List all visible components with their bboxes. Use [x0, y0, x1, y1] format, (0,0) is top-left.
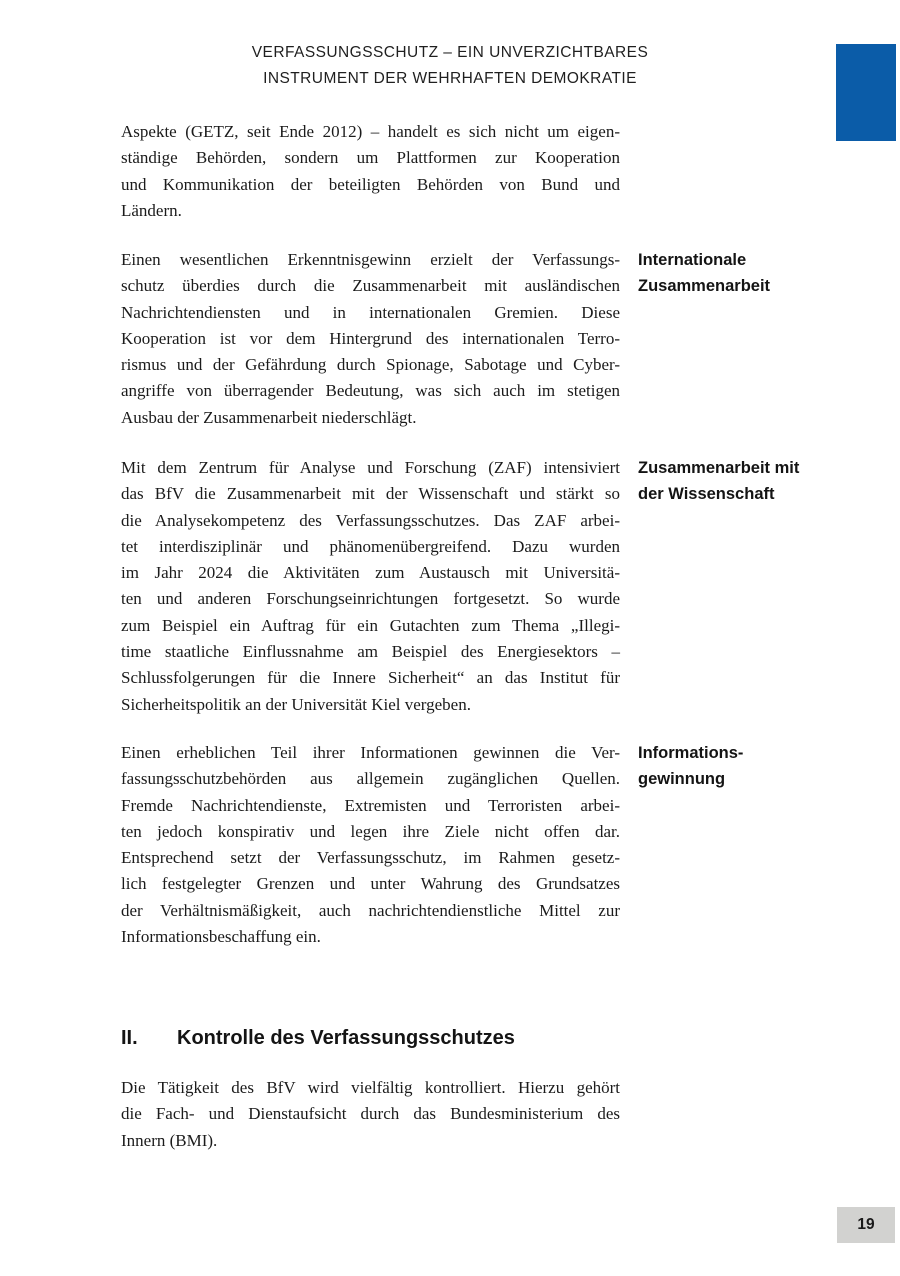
margin-note-line: gewinnung	[638, 770, 726, 789]
page-number-badge: 19	[837, 1207, 895, 1243]
text-line: Entsprechend setzt der Verfassungsschutz, im Rahmen gesetz-	[121, 848, 620, 868]
text-line: ten und anderen Forschungseinrichtungen fortgesetzt. So wurde	[121, 589, 620, 609]
text-line: die Fach- und Dienstaufsicht durch das Bundesministerium des	[121, 1104, 620, 1124]
section-heading-number: II.	[121, 1027, 138, 1049]
text-line: Einen wesentlichen Erkenntnisgewinn erzielt der Verfassungs-	[121, 250, 620, 269]
text-line: Schlussfolgerungen für die Innere Sicherheit“ an das Institut für	[121, 668, 620, 688]
paragraph	[121, 119, 620, 224]
margin-note	[638, 247, 900, 300]
text-line: die Analysekompetenz des Verfassungsschutzes. Das ZAF arbei-	[121, 510, 620, 530]
margin-note-line: Informations-	[638, 744, 744, 762]
paragraph	[121, 455, 800, 718]
text-line: Aspekte (GETZ, seit Ende 2012) – handelt es sich nicht um eigen-	[121, 122, 620, 141]
text-line: Mit dem Zentrum für Analyse und Forschung (ZAF) intensiviert	[121, 458, 620, 477]
text-line: Sicherheitspolitik an der Universität Kiel vergeben.	[121, 694, 471, 714]
paragraph	[121, 247, 771, 431]
running-header-line-2: INSTRUMENT DER WEHRHAFTEN DEMOKRATIE	[263, 70, 637, 87]
text-line: Fremde Nachrichtendienste, Extremisten und Terroristen arbei-	[121, 795, 620, 815]
section-heading-title: Kontrolle des Verfassungsschutzes	[177, 1027, 515, 1049]
text-line: ten jedoch konspirativ und legen ihre Ziele nicht offen dar.	[121, 821, 620, 841]
text-line: das BfV die Zusammenarbeit mit der Wissenschaft und stärkt so	[121, 484, 620, 504]
margin-note	[638, 455, 900, 508]
paragraph	[121, 1075, 620, 1154]
running-header-line-1: VERFASSUNGSSCHUTZ – EIN UNVERZICHTBARES	[251, 44, 649, 61]
margin-note-line: der Wissenschaft	[638, 485, 775, 504]
text-line: zum Beispiel ein Auftrag für ein Gutachten zum Thema „Illegi-	[121, 615, 620, 635]
text-line: Ländern.	[121, 200, 182, 220]
text-line: schutz überdies durch die Zusammenarbeit mit ausländischen	[121, 276, 620, 296]
text-line: Die Tätigkeit des BfV wird vielfältig kontrolliert. Hierzu gehört	[121, 1078, 620, 1097]
text-line: tet interdisziplinär und phänomenübergreifend. Dazu wurden	[121, 536, 620, 556]
text-line: time staatliche Einflussnahme am Beispiel des Energiesektors –	[121, 642, 620, 662]
section-heading	[121, 1024, 721, 1052]
margin-note	[638, 740, 900, 793]
corner-accent-rectangle	[836, 44, 896, 141]
text-line: ständige Behörden, sondern um Plattformen zur Kooperation	[121, 148, 620, 168]
text-line: fassungsschutzbehörden aus allgemein zugänglichen Quellen.	[121, 769, 620, 789]
margin-note-line: Internationale	[638, 251, 747, 269]
text-line: der Verhältnismäßigkeit, auch nachrichtendienstliche Mittel zur	[121, 900, 620, 920]
text-line: Informationsbeschaffung ein.	[121, 927, 321, 947]
text-line: rismus und der Gefährdung durch Spionage, Sabotage und Cyber-	[121, 355, 620, 375]
text-line: Nachrichtendiensten und in internationalen Gremien. Diese	[121, 302, 620, 322]
text-line: Kooperation ist vor dem Hintergrund des internationalen Terro-	[121, 328, 620, 348]
text-line: Innern (BMI).	[121, 1130, 218, 1150]
text-line: Ausbau der Zusammenarbeit niederschlägt.	[121, 407, 417, 427]
margin-note-line: Zusammenarbeit mit	[638, 459, 800, 477]
margin-note-line: Zusammenarbeit	[638, 277, 771, 296]
text-line: und Kommunikation der beteiligten Behörden von Bund und	[121, 174, 620, 194]
running-header	[0, 40, 900, 92]
paragraph	[121, 740, 744, 950]
text-line: lich festgelegter Grenzen und unter Wahrung des Grundsatzes	[121, 874, 620, 894]
text-line: im Jahr 2024 die Aktivitäten zum Austausch mit Universitä-	[121, 563, 620, 583]
text-line: angriffe von überragender Bedeutung, was sich auch im stetigen	[121, 381, 620, 401]
text-line: Einen erheblichen Teil ihrer Informationen gewinnen die Ver-	[121, 743, 620, 762]
